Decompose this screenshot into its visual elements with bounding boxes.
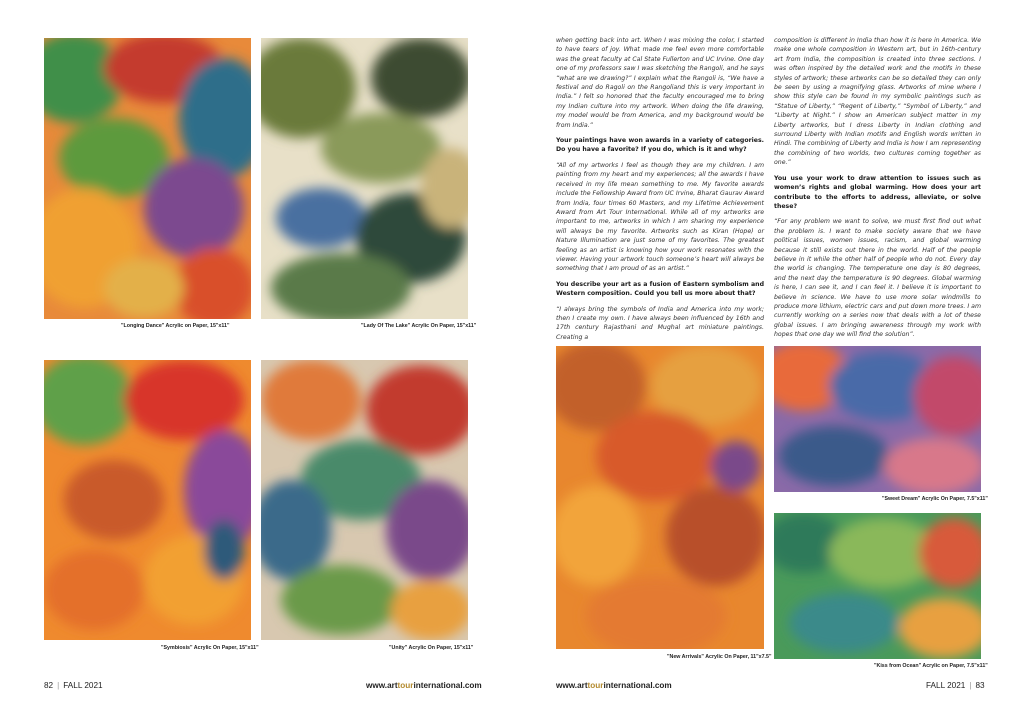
caption-kiss-from-ocean: "Kiss from Ocean" Acrylic on Paper, 7.5"x11" [874, 663, 988, 669]
paragraph: “I always bring the symbols of India and America into my work; then I create my own. I have always been influenced by 16th and 17th century Rajasthani and Mughal art miniature paintings. Creating a [556, 305, 764, 341]
paragraph: “All of my artworks I feel as though they are my children. I am painting from my heart and my experiences; all the awards I have received in my life mean something to me. My favorite awards include the Fellowship Award from UC Irvine, Bharat Gaurav Award from India, four times 60 Masters, and my Lifetime Achievement Award from Art Tour International. While all of my artworks are important to me, artworks in which I am sharing my experience will always be my favorite. Artworks such as Kiran (Hope) or Nature Illumination are just some of my favorites. The greatest feeling as an artist is knowing how your work resonates with the viewer. Having your artwork touch someone’s heart will always be something that I am proud of as an artist.” [556, 161, 764, 273]
issue-label: FALL 2021 [926, 681, 966, 690]
article-column-1 [556, 36, 764, 348]
caption-lady-of-the-lake: "Lady Of The Lake" Acrylic On Paper, 15"x11" [361, 323, 477, 329]
painting-symbiosis [44, 360, 251, 640]
painting-longing-dance [44, 38, 251, 319]
footer-left-page-number: 82 | FALL 2021 [44, 681, 103, 690]
caption-sweet-dream: "Sweet Dream" Acrylic On Paper, 7.5"x11" [882, 496, 988, 502]
painting-unity [261, 360, 468, 640]
painting-lady-of-the-lake [261, 38, 468, 319]
painting-sweet-dream [774, 346, 981, 492]
caption-longing-dance: "Longing Dance" Acrylic on Paper, 15"x11" [121, 323, 230, 329]
page-number: 83 [975, 681, 985, 690]
paragraph: composition is different in India than how it is here in America. We make one whole composition in Western art, but in 16th-century art from India, the composition is created into three sections. I was often inspired by the detailed work and the motifs in these styles of artwork; these artworks can be so detailed they can only be seen by using a magnifying glass. Artworks of mine where I show this style can be found in my symbolic paintings such as “Statue of Liberty,” “Regent of Liberty,” “Symbol of Liberty,” and “Liberty at Night.” I show an American subject matter in my Liberty artworks, but I dress Liberty in Indian clothing and surround Liberty with Indian motifs and English words written in Hindi. The combining of Liberty and India is how I am representing the combining of two worlds, two cultures coming together as one.” [774, 37, 981, 167]
issue-label: FALL 2021 [63, 681, 103, 690]
paragraph: “For any problem we want to solve, we must first find out what the problem is. I want to make society aware that we have political issues, women issues, racism, and global warming because it still exists out there in the world. Half of the people believe in it while the other half of people who do not. Every day the world is changing. The temperature one day is 80 degrees, and the next day the temperature is 90 degrees. Global warming is here, I can see it, and I can feel it. I believe it is important to believe in science. We have to use more solar windmills to produce more lithium, electric cars and put down more trees. I am currently working on a series now that deals with a lot of these global issues. I am bringing awareness through my work with hopes that one day we will find the solution”. [774, 218, 981, 339]
caption-unity: "Unity" Acrylic On Paper, 15"x11" [389, 645, 474, 651]
footer-right-page-number: FALL 2021 | 83 [926, 681, 985, 690]
page-number: 82 [44, 681, 54, 690]
painting-new-arrivals [556, 346, 764, 649]
footer-right-url[interactable]: www.arttourinternational.com [556, 681, 672, 690]
interview-question: You describe your art as a fusion of Eastern symbolism and Western composition. Could you tell us more about that? [556, 280, 764, 298]
article-column-2 [774, 36, 981, 346]
paragraph: when getting back into art. When I was mixing the color, I started to have tears of joy. What made me feel even more comfortable was the great faculty at Cal State Fullerton and UC Irvine. One day one of my professors saw I was sketching the Rangoli, and he says “what are we drawing?” I explain what the Rangoli is, “We have a festival and do Ragoli on the Rangoliand this is very important in India.” I felt so honored that the faculty encouraged me to bring my Indian culture into my artwork. When doing the life drawing, my model would be from America, and my background would be from India.” [556, 37, 764, 129]
caption-new-arrivals: "New Arrivals" Acrylic On Paper, 11"x7.5" [667, 654, 772, 660]
caption-symbiosis: "Symbiosis" Acrylic On Paper, 15"x11" [161, 645, 259, 651]
interview-question: You use your work to draw attention to issues such as women’s rights and global warming. How does your art contribute to the efforts to address, alleviate, or solve these? [774, 174, 981, 210]
painting-kiss-from-ocean [774, 513, 981, 659]
interview-question: Your paintings have won awards in a variety of categories. Do you have a favorite? If you do, which is it and why? [556, 137, 764, 154]
footer-left-url[interactable]: www.arttourinternational.com [366, 681, 482, 690]
